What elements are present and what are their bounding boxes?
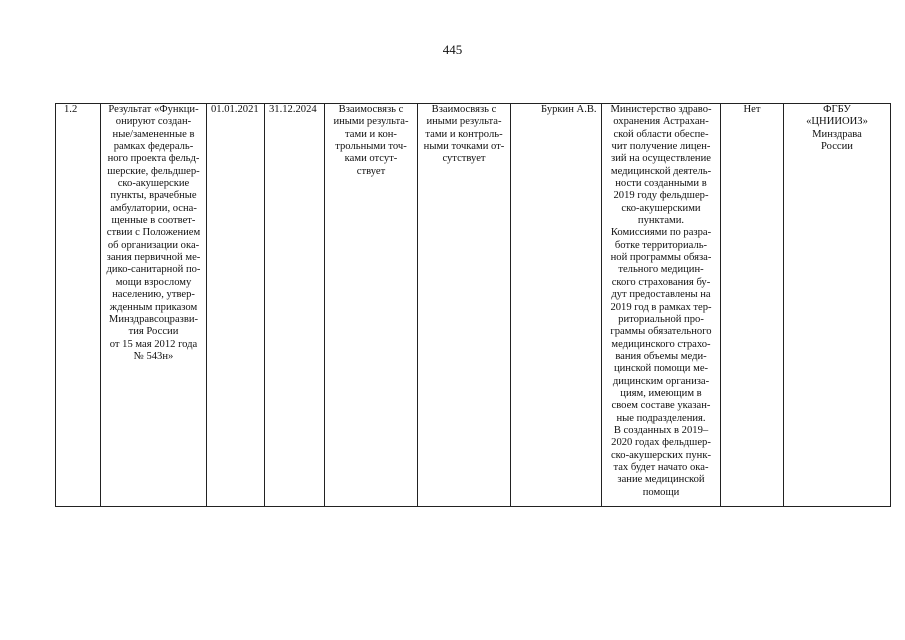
link-text-1 [327, 104, 415, 178]
text-line: дицинским организа- [612, 375, 710, 387]
text-line: ской области обеспе- [613, 128, 709, 140]
text-line: ные подразделения. [616, 412, 706, 424]
text-line: дут предоставлены на [611, 289, 711, 301]
text-line: Министерство здраво- [610, 104, 712, 115]
text-line: 2019 год в рамках тер- [610, 301, 712, 313]
text-line: тия России [128, 326, 179, 338]
text-line: медицинского страхо- [611, 338, 711, 350]
text-line: ско-акушерские [117, 178, 190, 190]
text-line: России [821, 141, 853, 153]
text-line: мощи взрослому [115, 276, 192, 288]
flag-cell: Нет [721, 104, 784, 507]
text-line: ско-акушерскими [621, 202, 701, 214]
text-line: ствии с Положением [106, 227, 201, 239]
text-line: ского страхования бу- [611, 276, 711, 288]
description-text [604, 104, 718, 499]
description-cell [602, 104, 721, 507]
text-line: ными точками от- [423, 141, 505, 153]
text-line: ско-акушерских пунк- [610, 449, 712, 461]
plan-table [55, 103, 891, 507]
text-line: жденным приказом [109, 301, 198, 313]
text-line: своем составе указан- [611, 400, 711, 412]
text-line: «ЦНИИОИЗ» [806, 116, 868, 128]
text-line: Взаимосвязь с [431, 104, 497, 115]
text-line: вания объемы меди- [615, 350, 707, 362]
text-line: циям, имеющим в [620, 387, 702, 399]
text-line: тах будет начато ока- [613, 461, 709, 473]
row-number-cell: 1.2 [56, 104, 101, 507]
text-line: тами и кон- [345, 128, 397, 140]
text-line: об организации ока- [107, 239, 200, 251]
text-line: тами и контроль- [425, 128, 503, 140]
table-row [56, 104, 891, 507]
text-line: пункты, врачебные [110, 190, 197, 202]
text-line: зание медицинской [617, 474, 705, 486]
text-line: ные/замененные в [112, 128, 195, 140]
text-line: амбулатории, осна- [110, 202, 197, 214]
text-line: 2019 году фельдшер- [613, 190, 709, 202]
text-line: от 15 мая 2012 года [109, 338, 198, 350]
text-line: щенные в соответ- [111, 215, 196, 227]
responsible-cell: Буркин А.В. [511, 104, 602, 507]
text-line: ботке территориаль- [614, 239, 708, 251]
start-date-cell: 01.01.2021 [207, 104, 265, 507]
text-line: охранения Астрахан- [613, 116, 709, 128]
text-line: риториальной про- [618, 313, 704, 325]
text-line: ствует [356, 165, 386, 177]
text-line: ками отсут- [344, 153, 398, 165]
organization-cell [784, 104, 891, 507]
result-text [103, 104, 204, 363]
text-line: Минздрава [812, 128, 862, 140]
link-cell-1 [325, 104, 418, 507]
text-line: помощи [642, 486, 680, 498]
text-line: тельного медицин- [618, 264, 704, 276]
text-line: населению, утвер- [112, 289, 195, 301]
text-line: пунктами. [637, 215, 685, 227]
text-line: ности созданными в [615, 178, 707, 190]
text-line: шерские, фельдшер- [107, 165, 200, 177]
text-line: ного проекта фельд- [107, 153, 200, 165]
text-line: граммы обязательного [610, 326, 712, 338]
text-line: иными результа- [426, 116, 502, 128]
text-line: зий на осуществление [611, 153, 711, 165]
text-line: Результат «Функци- [108, 104, 199, 115]
result-cell [101, 104, 207, 507]
link-cell-2 [418, 104, 511, 507]
text-line: Взаимосвязь с [338, 104, 404, 115]
text-line: трольными точ- [335, 141, 407, 153]
organization-text [786, 104, 888, 153]
text-line: рамках федераль- [113, 141, 194, 153]
text-line: дико-санитарной по- [106, 264, 201, 276]
text-line: цинской помощи ме- [613, 363, 709, 375]
link-text-2 [420, 104, 508, 166]
text-line: В созданных в 2019– [613, 424, 709, 436]
text-line: иными результа- [333, 116, 409, 128]
text-line: зания первичной ме- [106, 252, 201, 264]
text-line: 2020 годах фельдшер- [611, 437, 711, 449]
text-line: ФГБУ [823, 104, 851, 115]
end-date-cell: 31.12.2024 [265, 104, 325, 507]
text-line: № 543н» [133, 350, 174, 362]
page-number: 445 [442, 42, 463, 57]
text-line: Минздравсоцразви- [108, 313, 199, 325]
text-line: медицинской деятель- [610, 165, 712, 177]
text-line: чит получение лицен- [611, 141, 711, 153]
text-line: онируют создан- [115, 116, 192, 128]
text-line: Комиссиями по разра- [610, 227, 712, 239]
text-line: сутствует [442, 153, 486, 165]
text-line: ной программы обяза- [610, 252, 712, 264]
